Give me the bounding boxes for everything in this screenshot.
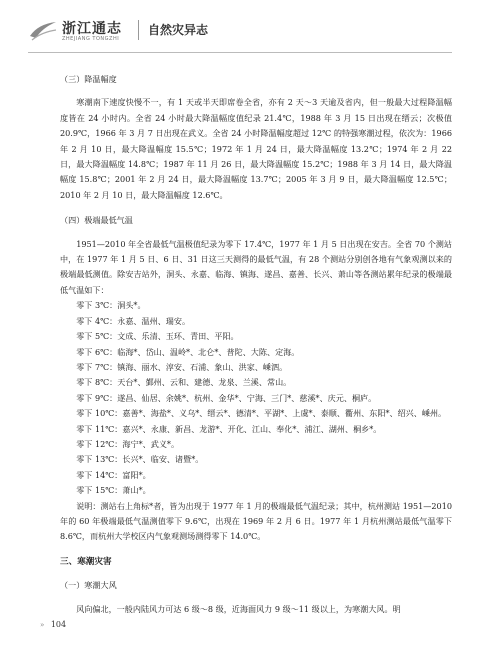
list-item: 零下 14℃：富阳*。 — [76, 469, 151, 480]
min-temp-list — [60, 298, 452, 498]
paragraph-extreme: 1951—2010 年全省最低气温极值纪录为零下 17.4℃，1977 年 1 月 5 日出现在安吉。全省 70 个测站中，在 1977 年 1 月 5 日、6 日、31 日这三天测得的最低气温，有 28 个测站分别创各地有气象观测以来的极端最低测值。除安吉站外，洞头、永嘉、临海、镇海、遂昌、嘉善、长兴、萧山等各测站累年纪录的极端最低气温如下： — [60, 238, 452, 295]
list-item: 零下 6℃：临海*、岱山、温岭*、北仑*、普陀、大陈、定海。 — [76, 346, 300, 357]
list-item: 零下 4℃：永嘉、温州、瑞安。 — [76, 315, 191, 326]
page-header — [28, 14, 452, 48]
list-item: 零下 15℃：萧山*。 — [76, 485, 151, 496]
list-item: 零下 10℃：嘉善*、海盐*、义乌*、缙云*、德清*、平湖*、上虞*、泰顺、衢州、东阳*、绍兴、嵊州。 — [76, 408, 447, 419]
page-content — [60, 66, 452, 617]
note-paragraph: 说明：测站右上角标*者，皆为出现于 1977 年 1 月的极端最低气温纪录；其中，杭州测站 1951—2010 年的 60 年极端最低气温测值零下 9.6℃，出现在 1969 年 2 月 6 日。1977 年 1 月杭州测站最低气温零下 8.6℃，而杭州大学校区内气象观测场测得零下 14.0℃。 — [60, 500, 452, 542]
list-item: 零下 11℃：嘉兴*、永康、新昌、龙游*、开化、江山、奉化*、浦江、湖州、桐乡*。 — [76, 423, 382, 434]
list-item: 零下 3℃：洞头*。 — [76, 300, 146, 311]
section-heading-cold-damage: 三、寒潮灾害 — [60, 556, 112, 567]
paragraph-cooling: 寒潮南下速度快慢不一，有 1 天或半天即席卷全省，亦有 2 天～3 天逾及省内，但一般最大过程降温幅度皆在 24 小时内。全省 24 小时最大降温幅度值纪录 21.4℃，1988 年 3 月 15 日出现在缙云；次极值 20.9℃，1966 年 3 月 7 日出现在武义。全省 24 小时降温幅度超过 12℃ 的特强寒潮过程，依次为：1966 年 2 月 10 日，最大降温幅度 15.5℃；1972 年 1 月 24 日，最大降温幅度 13.2℃；1974 年 2 月 22 日，最大降温幅度 14.8℃；1987 年 11 月 26 日，最大降温幅度 15.2℃；1988 年 3 月 14 日，最大降温幅度 15.8℃；2001 年 2 月 24 日，最大降温幅度 13.7℃；2005 年 3 月 9 日，最大降温幅度 12.5℃；2010 年 2 月 10 日，最大降温幅度 12.6℃。 — [60, 97, 452, 200]
list-item: 零下 13℃：长兴*、临安、诸暨*。 — [76, 454, 204, 465]
section-heading-cooling: （三）降温幅度 — [60, 74, 117, 84]
page-number: 104 — [50, 620, 67, 629]
section-heading-extreme: （四）极端最低气温 — [60, 215, 133, 226]
brand-title: 浙江通志 — [62, 21, 122, 37]
header-divider — [138, 20, 139, 40]
page-footer — [40, 620, 66, 629]
list-item: 零下 8℃：天台*、鄞州、云和、建德、龙泉、兰溪、常山。 — [76, 377, 292, 388]
logo-icon — [28, 18, 58, 42]
list-item: 零下 12℃：海宁*、武义*。 — [76, 438, 180, 449]
book-title: 自然灾异志 — [148, 23, 209, 37]
list-item: 零下 9℃：遂昌、仙居、余姚*、杭州、金华*、宁海、三门*、慈溪*、庆元、桐庐。 — [76, 392, 377, 403]
list-item: 零下 7℃：镇海、丽水、淳安、石浦、象山、洪家、嵊泗。 — [76, 361, 288, 372]
arrow-icon: » — [40, 621, 45, 629]
brand-subtitle: ZHEJIANG TONGZHI — [62, 36, 120, 42]
sub-heading-cold-wind: （一）寒潮大风 — [60, 580, 117, 591]
paragraph-cold-wind: 风向偏北，一般内陆风力可达 6 级～8 级，近海面风力 9 级～11 级以上，为寒潮大风。明 — [76, 603, 401, 614]
header-rule — [28, 52, 452, 53]
list-item: 零下 5℃：文成、乐清、玉环、青田、平阳。 — [76, 331, 239, 342]
